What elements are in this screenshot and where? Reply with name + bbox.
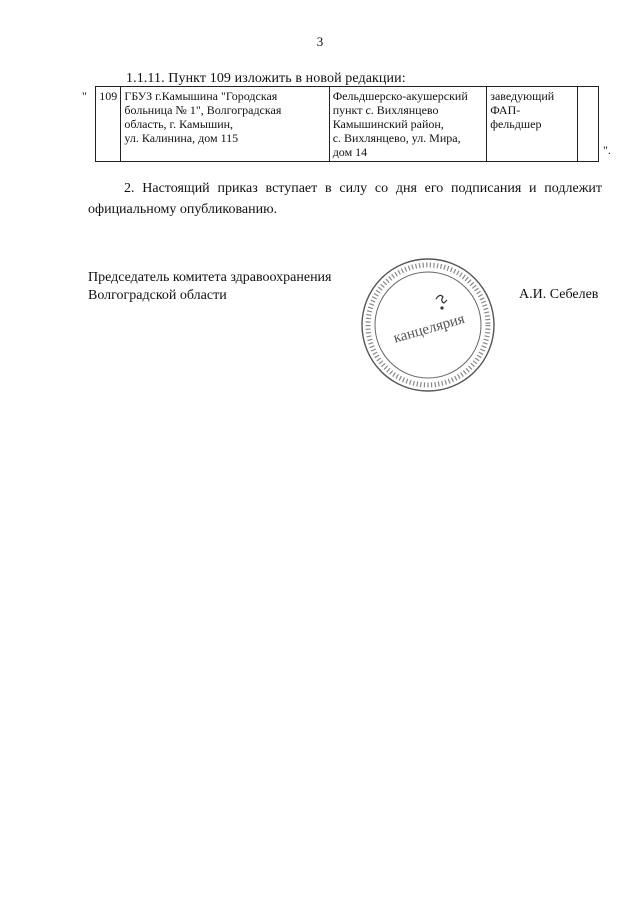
- stamp-signature: [436, 295, 447, 303]
- empty-cell: [577, 87, 598, 162]
- page-number: 3: [316, 34, 324, 49]
- position-line: ФАП-: [490, 103, 521, 117]
- paragraph-2: 2. Настоящий приказ вступает в силу со дня его подписания и подлежит официальному опубликованию.: [88, 181, 602, 217]
- table-row: [96, 87, 599, 162]
- fap-line: пункт с. Вихлянцево: [332, 103, 439, 117]
- organization-line: ГБУЗ г.Камышина "Городская: [124, 89, 278, 103]
- position-line: фельдшер: [490, 117, 542, 131]
- close-quote: ".: [603, 143, 611, 157]
- fap-cell: [329, 87, 487, 162]
- fap-line: Камышинский район,: [332, 117, 444, 131]
- points-table: [95, 86, 599, 162]
- point-number-cell: 109: [96, 87, 121, 162]
- fap-line: с. Вихлянцево, ул. Мира,: [332, 131, 461, 145]
- fap-line: Фельдшерско-акушерский: [332, 89, 468, 103]
- position-cell: [487, 87, 577, 162]
- fap-line: дом 14: [332, 145, 368, 159]
- position-line: заведующий: [490, 89, 555, 103]
- stamp-text: канцелярия: [391, 311, 467, 347]
- signer-title-line: Волгоградской области: [88, 288, 227, 303]
- signer-title: [88, 269, 332, 305]
- signer-name: А.И. Себелев: [519, 287, 599, 302]
- organization-cell: [121, 87, 329, 162]
- office-stamp: [358, 255, 498, 395]
- organization-line: ул. Калинина, дом 115: [124, 131, 239, 145]
- item-heading: 1.1.11. Пункт 109 изложить в новой редакции:: [126, 71, 406, 86]
- signer-title-line: Председатель комитета здравоохранения: [88, 270, 332, 285]
- organization-line: область, г. Камышин,: [124, 117, 234, 131]
- organization-line: больница № 1", Волгоградская: [124, 103, 282, 117]
- open-quote: ": [82, 89, 87, 103]
